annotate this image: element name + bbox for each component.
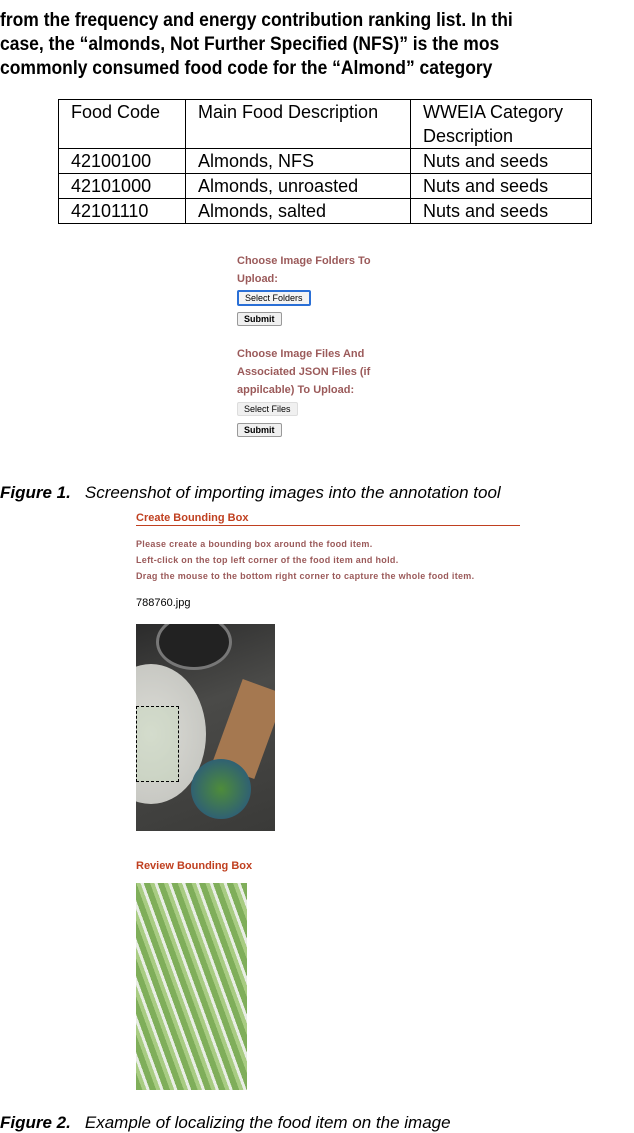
table-header-row — [59, 100, 592, 149]
caption-line: case, the “almonds, Not Further Specified (NFS)” is the mos — [0, 34, 500, 55]
select-files-button[interactable]: Select Files — [237, 402, 298, 416]
figure-text: Example of localizing the food item on the image — [84, 1113, 451, 1132]
create-bbox-title: Create Bounding Box — [136, 512, 520, 526]
folders-label: Choose Image Folders To Upload: — [237, 255, 371, 285]
instruction-line: Left-click on the top left corner of the food item and hold. — [136, 555, 399, 565]
cell: Nuts and seeds — [411, 149, 592, 174]
caption-line: commonly consumed food code for the “Almond” category — [0, 58, 493, 79]
header-cell: WWEIA Category Description — [411, 100, 592, 149]
cell: Almonds, unroasted — [186, 174, 411, 199]
figure-label: Figure 1. — [0, 483, 71, 502]
cell: Nuts and seeds — [411, 199, 592, 224]
cell: 42101000 — [59, 174, 186, 199]
table-row — [59, 199, 592, 224]
image-filename: 788760.jpg — [136, 597, 191, 609]
cell: 42100100 — [59, 149, 186, 174]
figure-label: Figure 2. — [0, 1113, 71, 1132]
review-bbox-title: Review Bounding Box — [136, 860, 253, 872]
submit-folders-button[interactable]: Submit — [237, 312, 282, 326]
instruction-line: Please create a bounding box around the food item. — [136, 539, 373, 549]
table-row — [59, 149, 592, 174]
cropped-food-image — [136, 883, 247, 1090]
instructions — [136, 536, 474, 584]
figure-1-caption — [0, 483, 501, 503]
cell: Almonds, salted — [186, 199, 411, 224]
food-code-table — [58, 99, 592, 224]
files-label: Choose Image Files And Associated JSON Files (if appilcable) To Upload: — [237, 348, 371, 396]
cell: 42101110 — [59, 199, 186, 224]
clipped-text-line — [0, 0, 634, 2]
figure-text: Screenshot of importing images into the annotation tool — [84, 483, 501, 502]
header-cell: Main Food Description — [186, 100, 411, 149]
instruction-line: Drag the mouse to the bottom right corner to capture the whole food item. — [136, 571, 475, 581]
food-image-canvas[interactable] — [136, 624, 275, 831]
select-folders-button[interactable]: Select Folders — [237, 290, 311, 306]
cell: Almonds, NFS — [186, 149, 411, 174]
header-cell: Food Code — [59, 100, 186, 149]
bounding-box[interactable] — [136, 706, 179, 782]
cell: Nuts and seeds — [411, 174, 592, 199]
table-row — [59, 174, 592, 199]
figure-2-caption — [0, 1113, 451, 1133]
submit-files-button[interactable]: Submit — [237, 423, 282, 437]
caption-line: from the frequency and energy contribution ranking list. In thi — [0, 10, 513, 31]
